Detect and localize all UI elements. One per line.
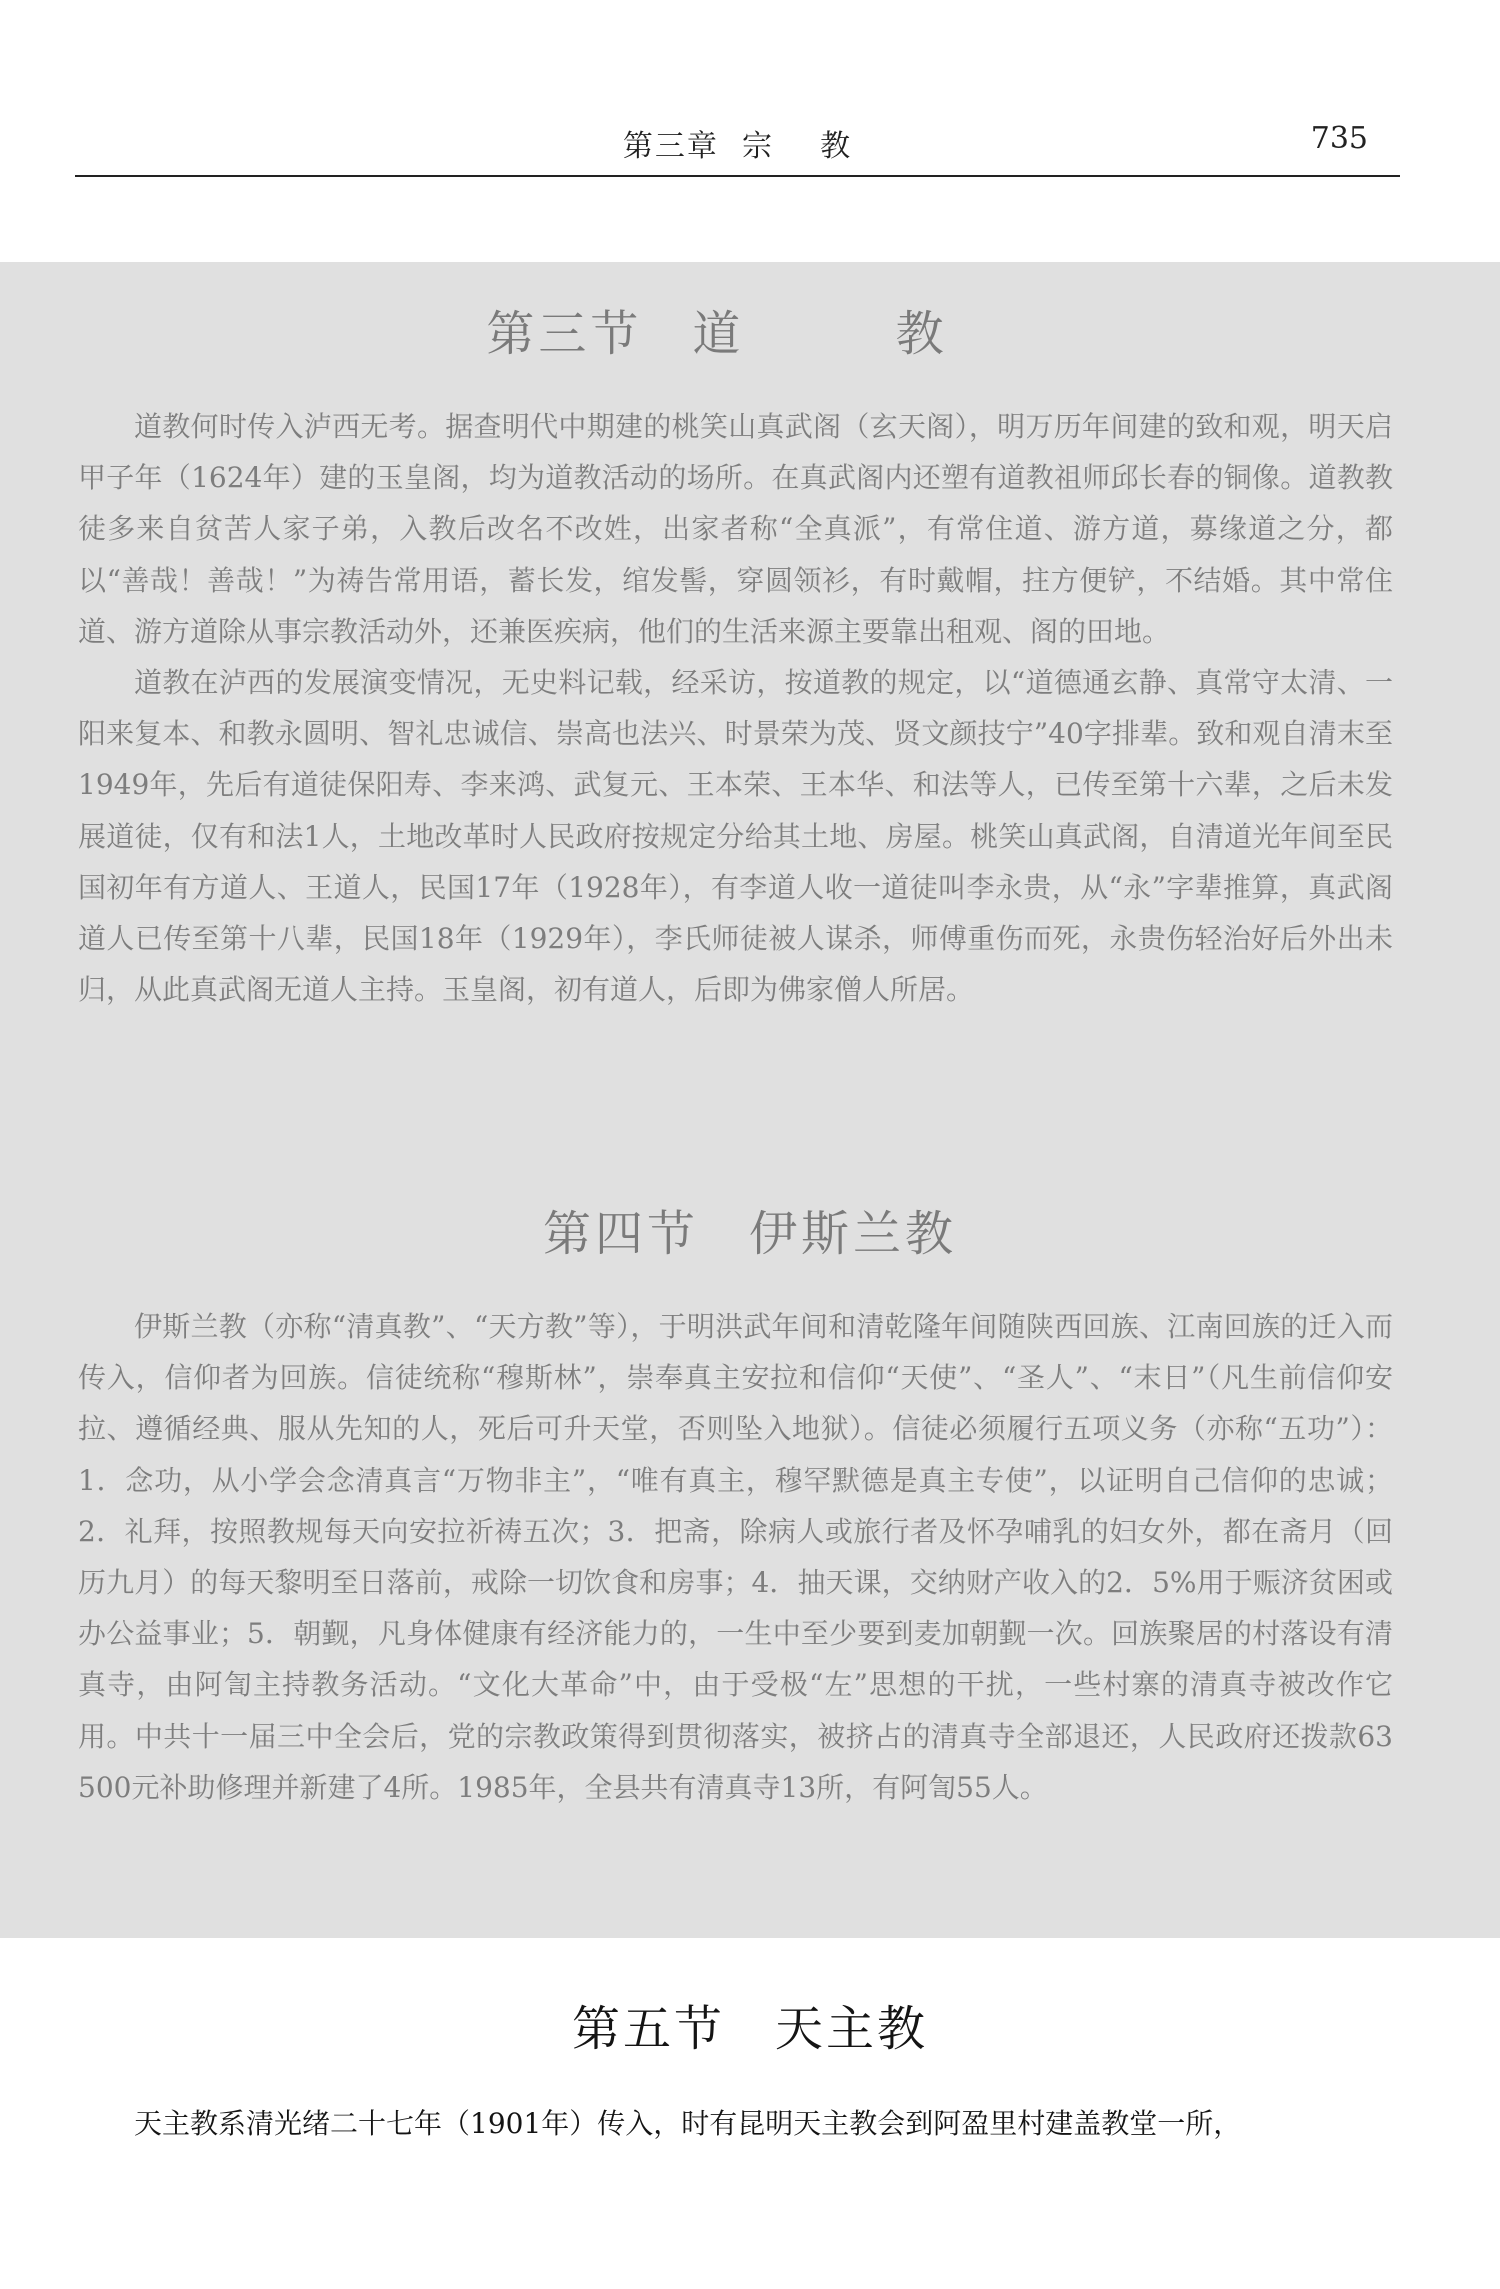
section-3-paragraph-2: 道教在泸西的发展演变情况，无史料记载，经采访，按道教的规定，以“道德通玄静、真常守太清、一阳来复本、和教永圆明、智礼忠诚信、崇高也法兴、时景荣为茂、贤文颜技宁”40字排辈。致和观自清末至1949年，先后有道徒保阳寿、李来鸿、武复元、王本荣、王本华、和法等人，已传至第十六辈，之后未发展道徒，仅有和法1人，土地改革时人民政府按规定分给其土地、房屋。桃笑山真武阁，自清道光年间至民国初年有方道人、王道人，民国17年（1928年），有李道人收一道徒叫李永贵，从“永”字辈推算，真武阁道人已传至第十八辈，民国18年（1929年），李氏师徒被人谋杀，师傅重伤而死，永贵伤轻治好后外出未归，从此真武阁无道人主持。玉皇阁，初有道人，后即为佛家僧人所居。 [78,666,1393,1007]
section-5-paragraph-1: 天主教系清光绪二十七年（1901年）传入，时有昆明天主教会到阿盈里村建盖教堂一所， [134,2107,1242,2140]
section-3-name: 道 教 [692,306,1014,362]
section-3-paragraph-1: 道教何时传入泸西无考。据查明代中期建的桃笑山真武阁（玄天阁），明万历年间建的致和观，明天启甲子年（1624年）建的玉皇阁，均为道教活动的场所。在真武阁内还塑有道教祖师邱长春的铜像。道教教徒多来自贫苦人家子弟，入教后改名不改姓，出家者称“全真派”，有常住道、游方道，募缘道之分，都以“善哉！善哉！”为祷告常用语，蓄长发，绾发髻，穿圆领衫，有时戴帽，拄方便铲，不结婚。其中常住道、游方道除从事宗教活动外，还兼医疾病，他们的生活来源主要靠出租观、阁的田地。 [78,410,1393,648]
section-5-title [0,1990,1500,2059]
section-4-number: 第四节 [542,1206,699,1262]
section-5-number: 第五节 [571,2001,725,2057]
section-3-body [78,401,1393,1015]
section-5-name: 天主教 [775,2001,929,2057]
running-header [75,115,1400,177]
section-4-name: 伊斯兰教 [749,1206,958,1262]
section-3-number: 第三节 [486,306,643,362]
page-number: 735 [1310,121,1368,156]
section-3-title [0,295,1500,364]
section-4-paragraph-1: 伊斯兰教（亦称“清真教”、“天方教”等），于明洪武年间和清乾隆年间随陕西回族、江南回族的迁入而传入，信仰者为回族。信徒统称“穆斯林”，崇奉真主安拉和信仰“天使”、“圣人”、“末日”（凡生前信仰安拉、遵循经典、服从先知的人，死后可升天堂，否则坠入地狱）。信徒必须履行五项义务（亦称“五功”）：1．念功，从小学会念清真言“万物非主”，“唯有真主，穆罕默德是真主专使”，以证明自己信仰的忠诚；2．礼拜，按照教规每天向安拉祈祷五次；3．把斋，除病人或旅行者及怀孕哺乳的妇女外，都在斋月（回历九月）的每天黎明至日落前，戒除一切饮食和房事；4．抽天课，交纳财产收入的2．5%用于赈济贫困或办公益事业；5．朝觐，凡身体健康有经济能力的，一生中至少要到麦加朝觐一次。回族聚居的村落设有清真寺，由阿訇主持教务活动。“文化大革命”中，由于受极“左”思想的干扰，一些村寨的清真寺被改作它用。中共十一届三中全会后，党的宗教政策得到贯彻落实，被挤占的清真寺全部退还，人民政府还拨款63 500元补助修理并新建了4所。1985年，全县共有清真寺13所，有阿訇55人。 [78,1310,1393,1804]
chapter-title: 第三章 宗 教 [622,129,853,164]
section-4-body [78,1301,1393,1813]
section-4-title [0,1195,1500,1264]
